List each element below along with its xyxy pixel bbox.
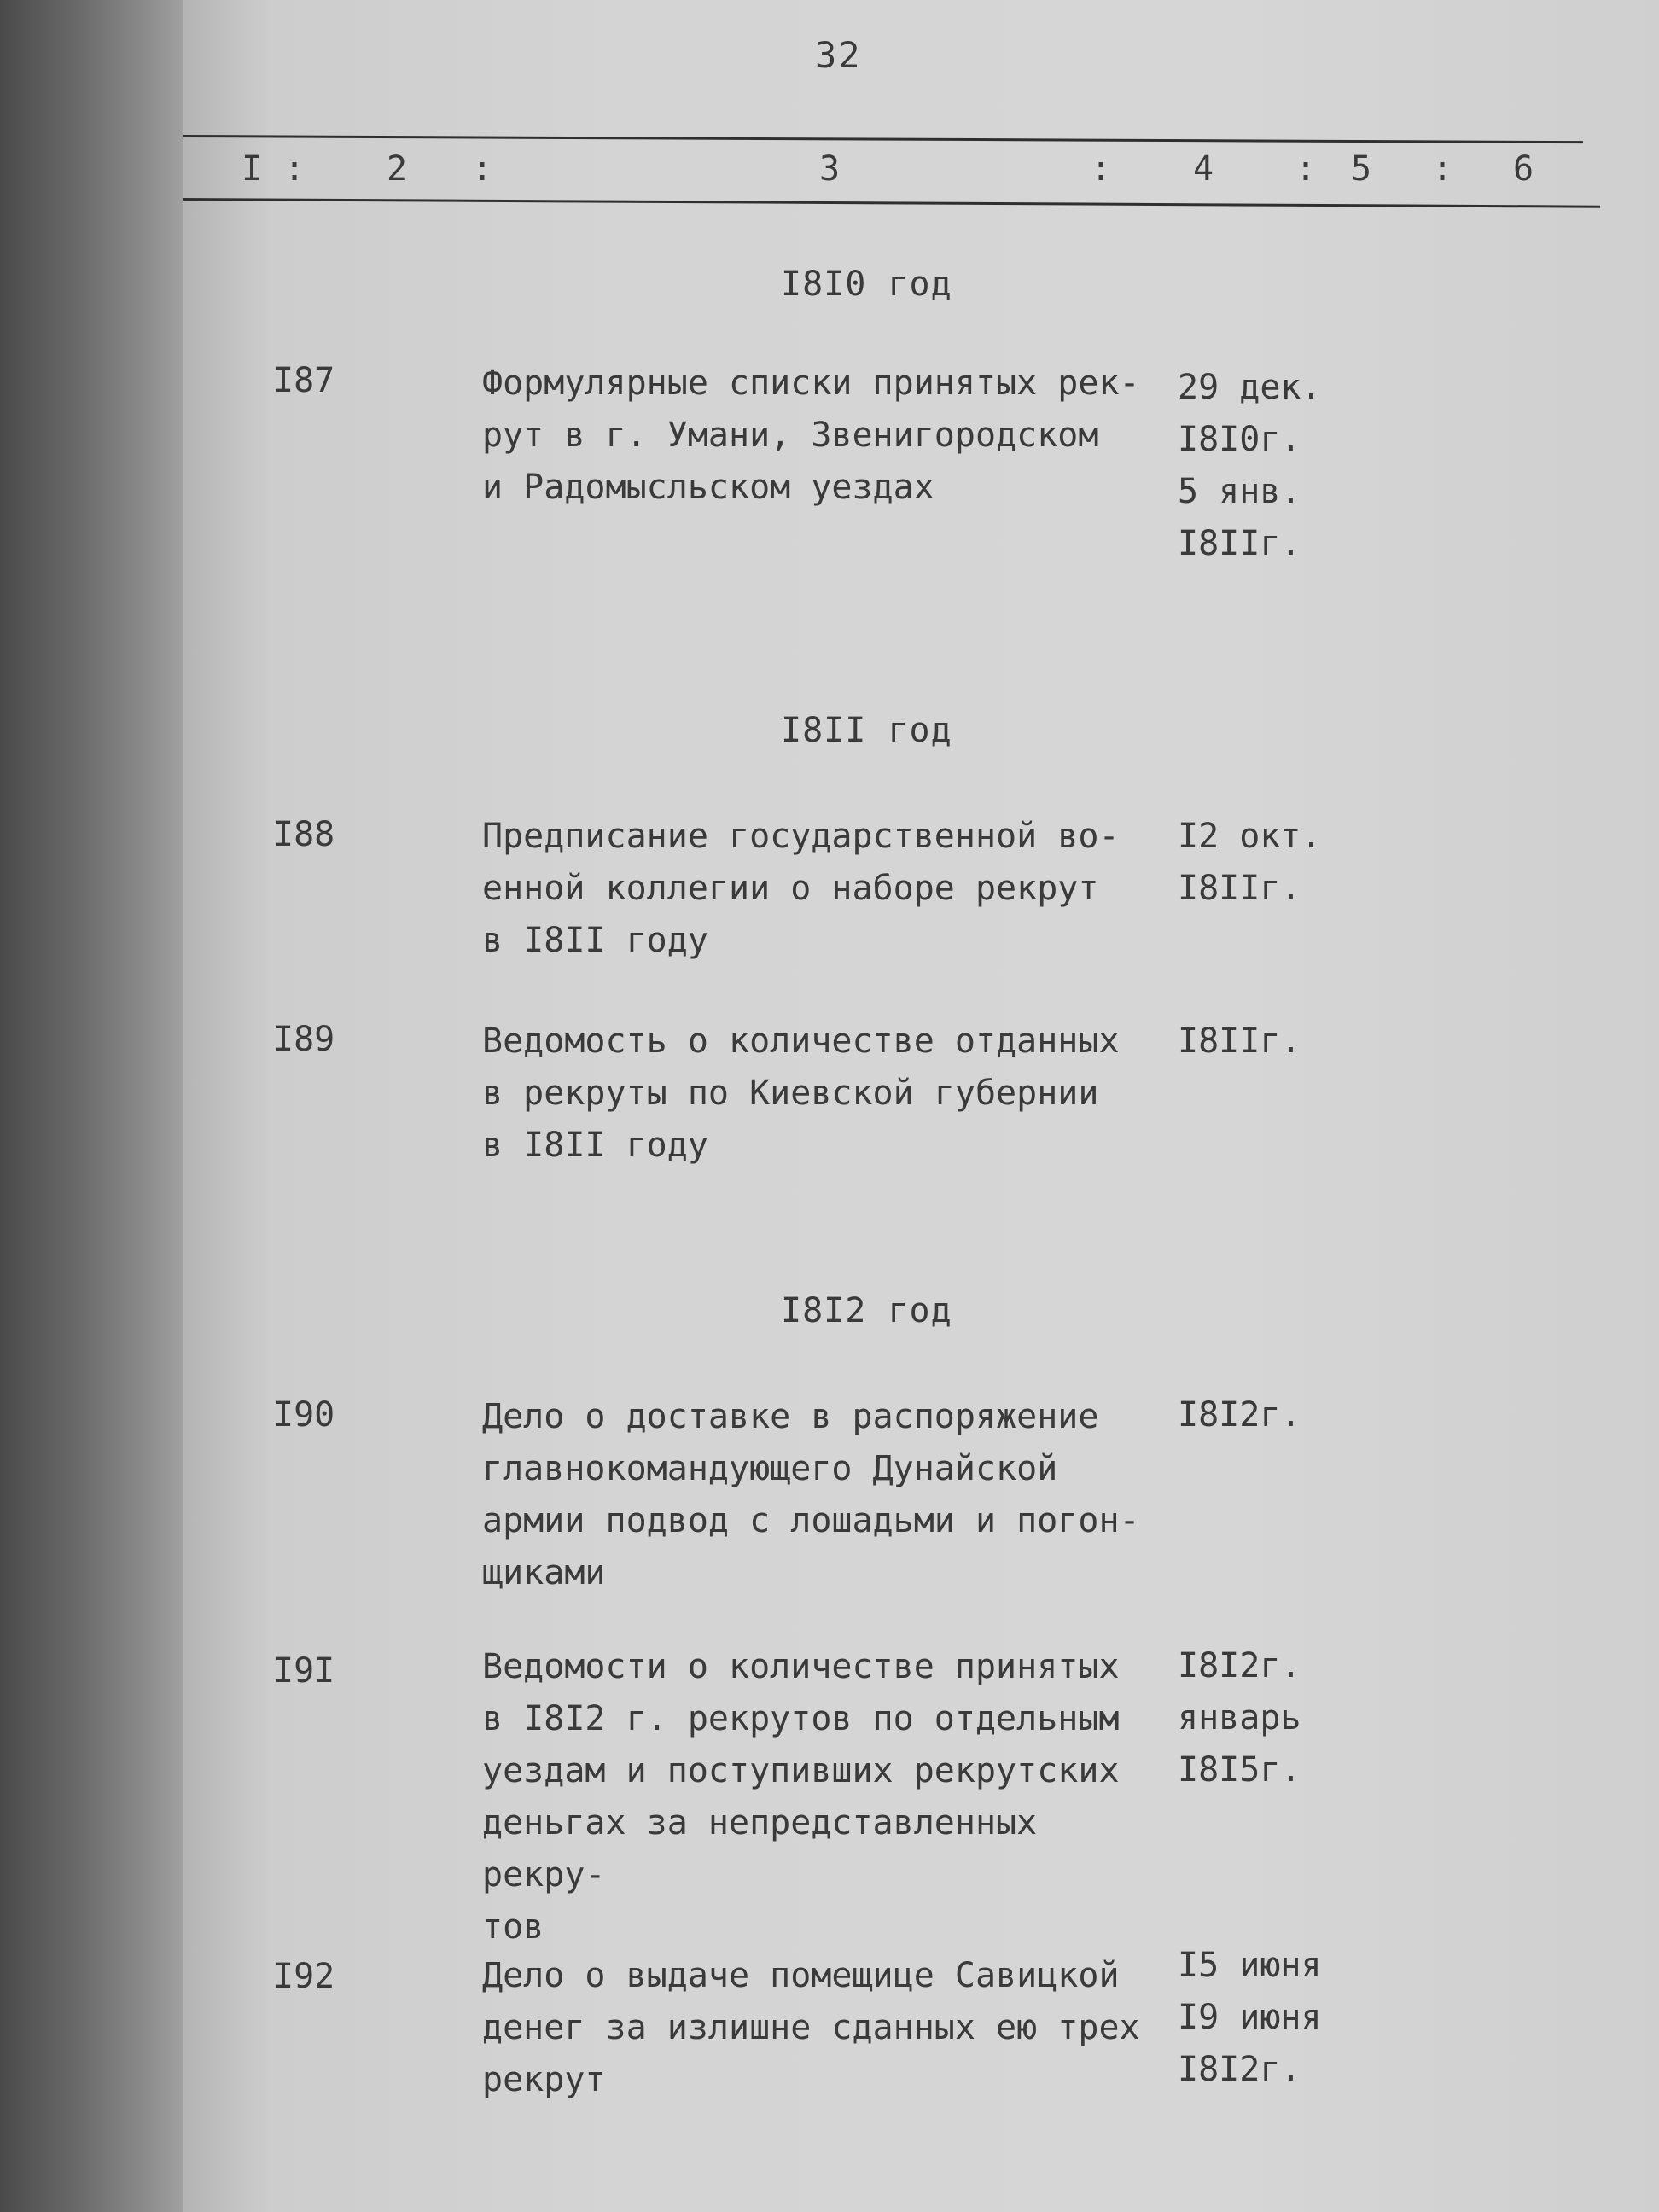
entry-date: 29 дек. I8I0г. 5 янв. I8IIг. (1178, 368, 1322, 563)
entry-description: Формулярные списки принятых рек- рут в г. Умани, Звенигородском и Радомысльском уездах (482, 364, 1140, 507)
document-page (183, 0, 1659, 2212)
year-heading: I8I0 год (781, 265, 952, 304)
entry-description: Ведомость о количестве отданных в рекруты по Киевской губернии в I8II году (482, 1022, 1120, 1165)
book-binding-shadow (0, 0, 196, 2212)
entry-number: I87 (273, 361, 335, 400)
entry-number: I90 (273, 1395, 335, 1435)
column-separator: : (1091, 149, 1112, 189)
entry-date: I2 окт. I8IIг. (1178, 817, 1322, 908)
header-top-rule (183, 135, 1583, 143)
column-header-4: 4 (1193, 149, 1214, 189)
column-header-6: 6 (1513, 149, 1534, 189)
column-separator: : (1432, 149, 1453, 189)
year-heading: I8I2 год (781, 1291, 952, 1330)
entry-number: I9I (273, 1651, 335, 1691)
column-separator: : (284, 149, 306, 189)
column-header-5: 5 (1351, 149, 1372, 189)
entry-date: I8I2г. (1178, 1395, 1301, 1435)
entry-description: Предписание государственной во- енной коллегии о наборе рекрут в I8II году (482, 817, 1120, 960)
entry-description: Дело о доставке в распоряжение главнокомандующего Дунайской армии подвод с лошадьми и погон- щиками (482, 1397, 1140, 1592)
header-bottom-rule (183, 198, 1600, 208)
entry-number: I92 (273, 1957, 335, 1996)
entry-number: I88 (273, 815, 335, 854)
column-header-2: 2 (387, 149, 408, 189)
entry-description: Ведомости о количестве принятых в I8I2 г. рекрутов по отдельным уездам и поступивших рекрутских деньгах за непредставленных рекру- тов (482, 1647, 1120, 1947)
page-number: 32 (815, 34, 862, 76)
entry-number: I89 (273, 1020, 335, 1059)
column-separator: : (1295, 149, 1317, 189)
column-header-3: 3 (819, 149, 841, 189)
entry-date: I8I2г. январь I8I5г. (1178, 1646, 1301, 1790)
entry-date: I5 июня I9 июня I8I2г. (1178, 1946, 1322, 2089)
column-header-1: I (242, 149, 263, 189)
entry-description: Дело о выдаче помещице Савицкой денег за излишне сданных ею трех рекрут (482, 1956, 1140, 2099)
column-separator: : (472, 149, 493, 189)
entry-date: I8IIг. (1178, 1022, 1301, 1061)
year-heading: I8II год (781, 711, 952, 750)
